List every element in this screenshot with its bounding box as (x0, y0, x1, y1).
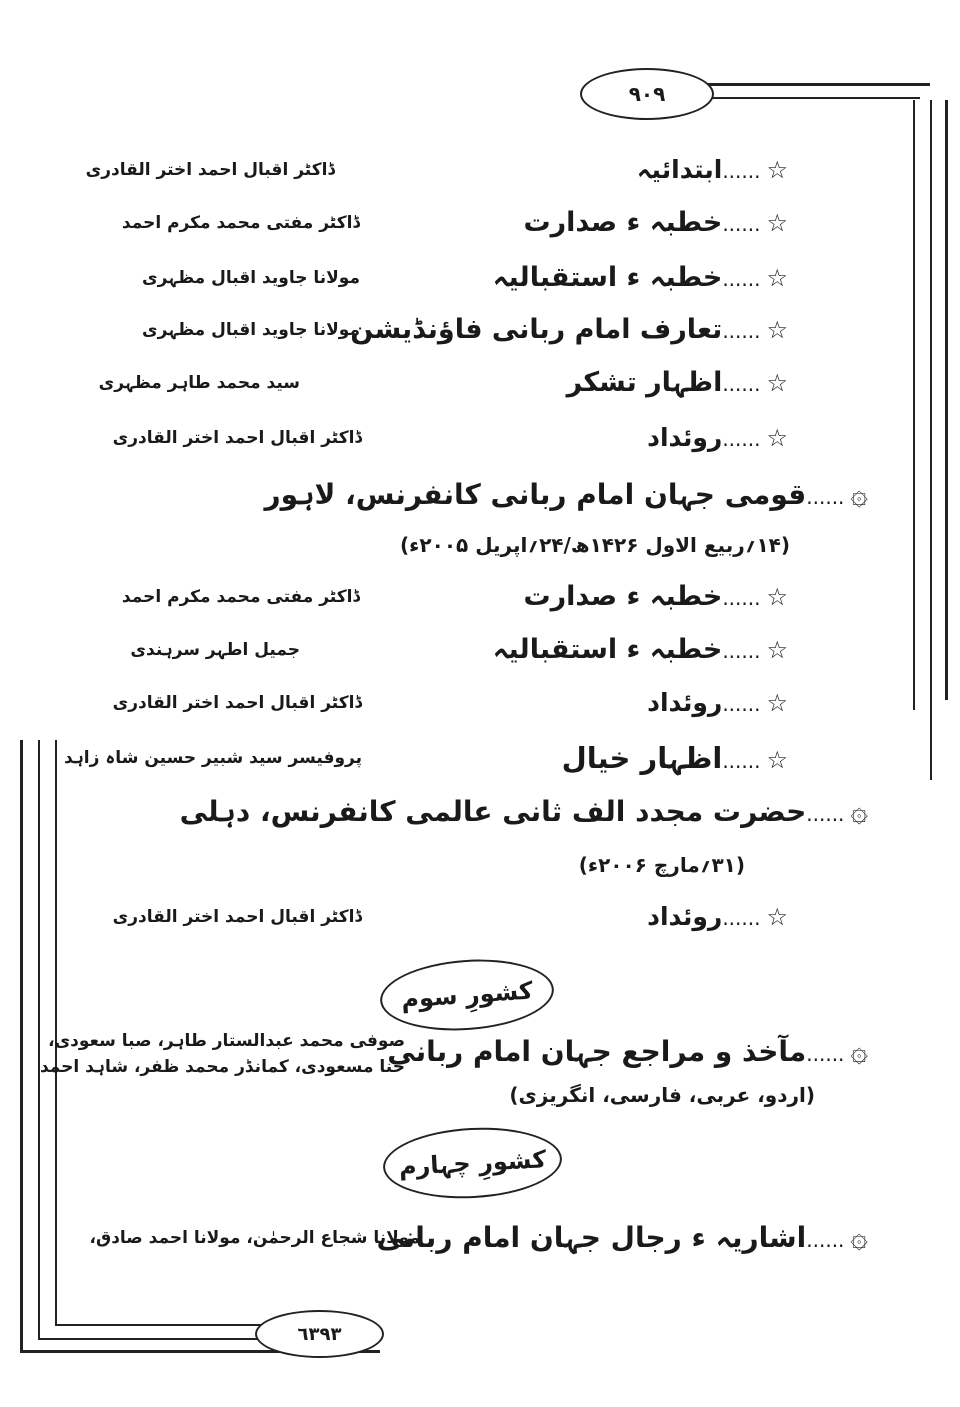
entry-title: ☆......روئداد (647, 418, 788, 459)
entry-author: ڈاکٹر مفتی محمد مکرم احمد (121, 587, 360, 607)
star-icon: ☆ (766, 636, 788, 664)
star-icon: ☆ (766, 903, 788, 931)
entry-title: ☆......خطبہ ء صدارت (524, 577, 789, 618)
list-item (0, 363, 960, 403)
entry-title: ۞......اشاریہ ء رجال جہان امام ربانی (376, 1218, 868, 1260)
octagram-icon: ۞ (850, 794, 868, 829)
frame-bottom-line-inner (55, 1324, 265, 1326)
conference-title: ۞......قومی جہان امام ربانی کانفرنس، لاہور (264, 475, 868, 517)
entry-title: ☆......خطبہ ء استقبالیہ (493, 630, 788, 671)
star-icon: ☆ (766, 424, 788, 452)
conference-heading-lahore (0, 475, 960, 515)
octagram-icon: ۞ (850, 477, 868, 512)
section-3-oval (378, 954, 556, 1036)
list-item (0, 577, 960, 617)
list-item (0, 897, 960, 937)
entry-title: ☆......خطبہ ء استقبالیہ (493, 258, 788, 299)
star-icon: ☆ (766, 369, 788, 397)
frame-bottom-line-middle (38, 1338, 263, 1340)
star-icon: ☆ (766, 316, 788, 344)
frame-right-line-inner (913, 100, 915, 710)
entry-author: ڈاکٹر مفتی محمد مکرم احمد (121, 213, 360, 233)
top-page-number: ٩٠٩ (628, 82, 666, 106)
entry-author: ڈاکٹر اقبال احمد اختر القادری (85, 160, 335, 180)
entry-title: ☆......خطبہ ء صدارت (524, 203, 789, 244)
entry-title: ☆......اظہار تشکر (567, 363, 788, 404)
star-icon: ☆ (766, 156, 788, 184)
section-4-entry (0, 1218, 960, 1258)
octagram-icon: ۞ (850, 1034, 868, 1069)
entry-author: مولانا شجاع الرحمٰن، مولانا احمد صادق، (89, 1228, 420, 1248)
entry-title: ☆......اظہار خیال (562, 738, 788, 781)
list-item (0, 258, 960, 298)
entry-author-line-1: صوفی محمد عبدالستار طاہر، صبا سعودی، (48, 1031, 405, 1051)
frame-top-right-line-2 (700, 97, 920, 99)
entry-author: مولانا جاوید اقبال مظہری (141, 268, 360, 288)
frame-top-right-line (700, 83, 930, 86)
section-3-label: کشورِ سوم (400, 976, 534, 1014)
section-4-oval (381, 1123, 563, 1202)
list-item (0, 418, 960, 458)
star-icon: ☆ (766, 209, 788, 237)
section-3-entry (0, 1031, 960, 1077)
top-page-number-oval (580, 68, 714, 120)
list-item (0, 310, 960, 350)
entry-author: مولانا جاوید اقبال مظہری (141, 320, 360, 340)
list-item (0, 683, 960, 723)
star-icon: ☆ (766, 583, 788, 611)
star-icon: ☆ (766, 746, 788, 774)
conference-heading-delhi (0, 792, 960, 832)
section-4-label: کشورِ چہارم (398, 1145, 547, 1181)
list-item (0, 630, 960, 670)
section-3-subtitle: (اردو، عربی، فارسی، انگریزی) (509, 1083, 815, 1107)
bottom-page-number-oval (255, 1310, 384, 1358)
entry-author-line-2: حنا مسعودی، کمانڈر محمد ظفر، شاہد احمد (39, 1057, 405, 1077)
conference-date: (۱۴؍ربیع الاول ۱۴۲۶ھ/۲۴؍اپریل ۲۰۰۵ء) (400, 533, 790, 557)
bottom-page-number: ٦٣٩٣ (297, 1323, 342, 1345)
list-item (0, 150, 960, 190)
entry-author: ڈاکٹر اقبال احمد اختر القادری (112, 428, 362, 448)
list-item (0, 738, 960, 778)
list-item (0, 203, 960, 243)
conference-date: (۳۱؍مارچ ۲۰۰۶ء) (578, 853, 745, 877)
entry-title: ☆......تعارف امام ربانی فاؤنڈیشن (350, 310, 788, 351)
entry-author: ڈاکٹر اقبال احمد اختر القادری (112, 693, 362, 713)
entry-author: جمیل اطہر سرہندی (130, 640, 300, 660)
entry-author: سید محمد طاہر مظہری (98, 373, 300, 393)
conference-title: ۞......حضرت مجدد الف ثانی عالمی کانفرنس، دہلی (180, 792, 868, 834)
entry-author: ڈاکٹر اقبال احمد اختر القادری (112, 907, 362, 927)
entry-title: ۞......مآخذ و مراجع جہان امام ربانی (387, 1032, 868, 1074)
entry-author: پروفیسر سید شبیر حسین شاہ زاہد (64, 748, 362, 768)
entry-title: ☆......روئداد (647, 683, 788, 724)
entry-title: ☆......روئداد (647, 897, 788, 938)
star-icon: ☆ (766, 264, 788, 292)
entry-title: ☆......ابتدائیہ (637, 150, 788, 191)
entry-author (40, 1028, 405, 1080)
octagram-icon: ۞ (850, 1220, 868, 1255)
star-icon: ☆ (766, 689, 788, 717)
